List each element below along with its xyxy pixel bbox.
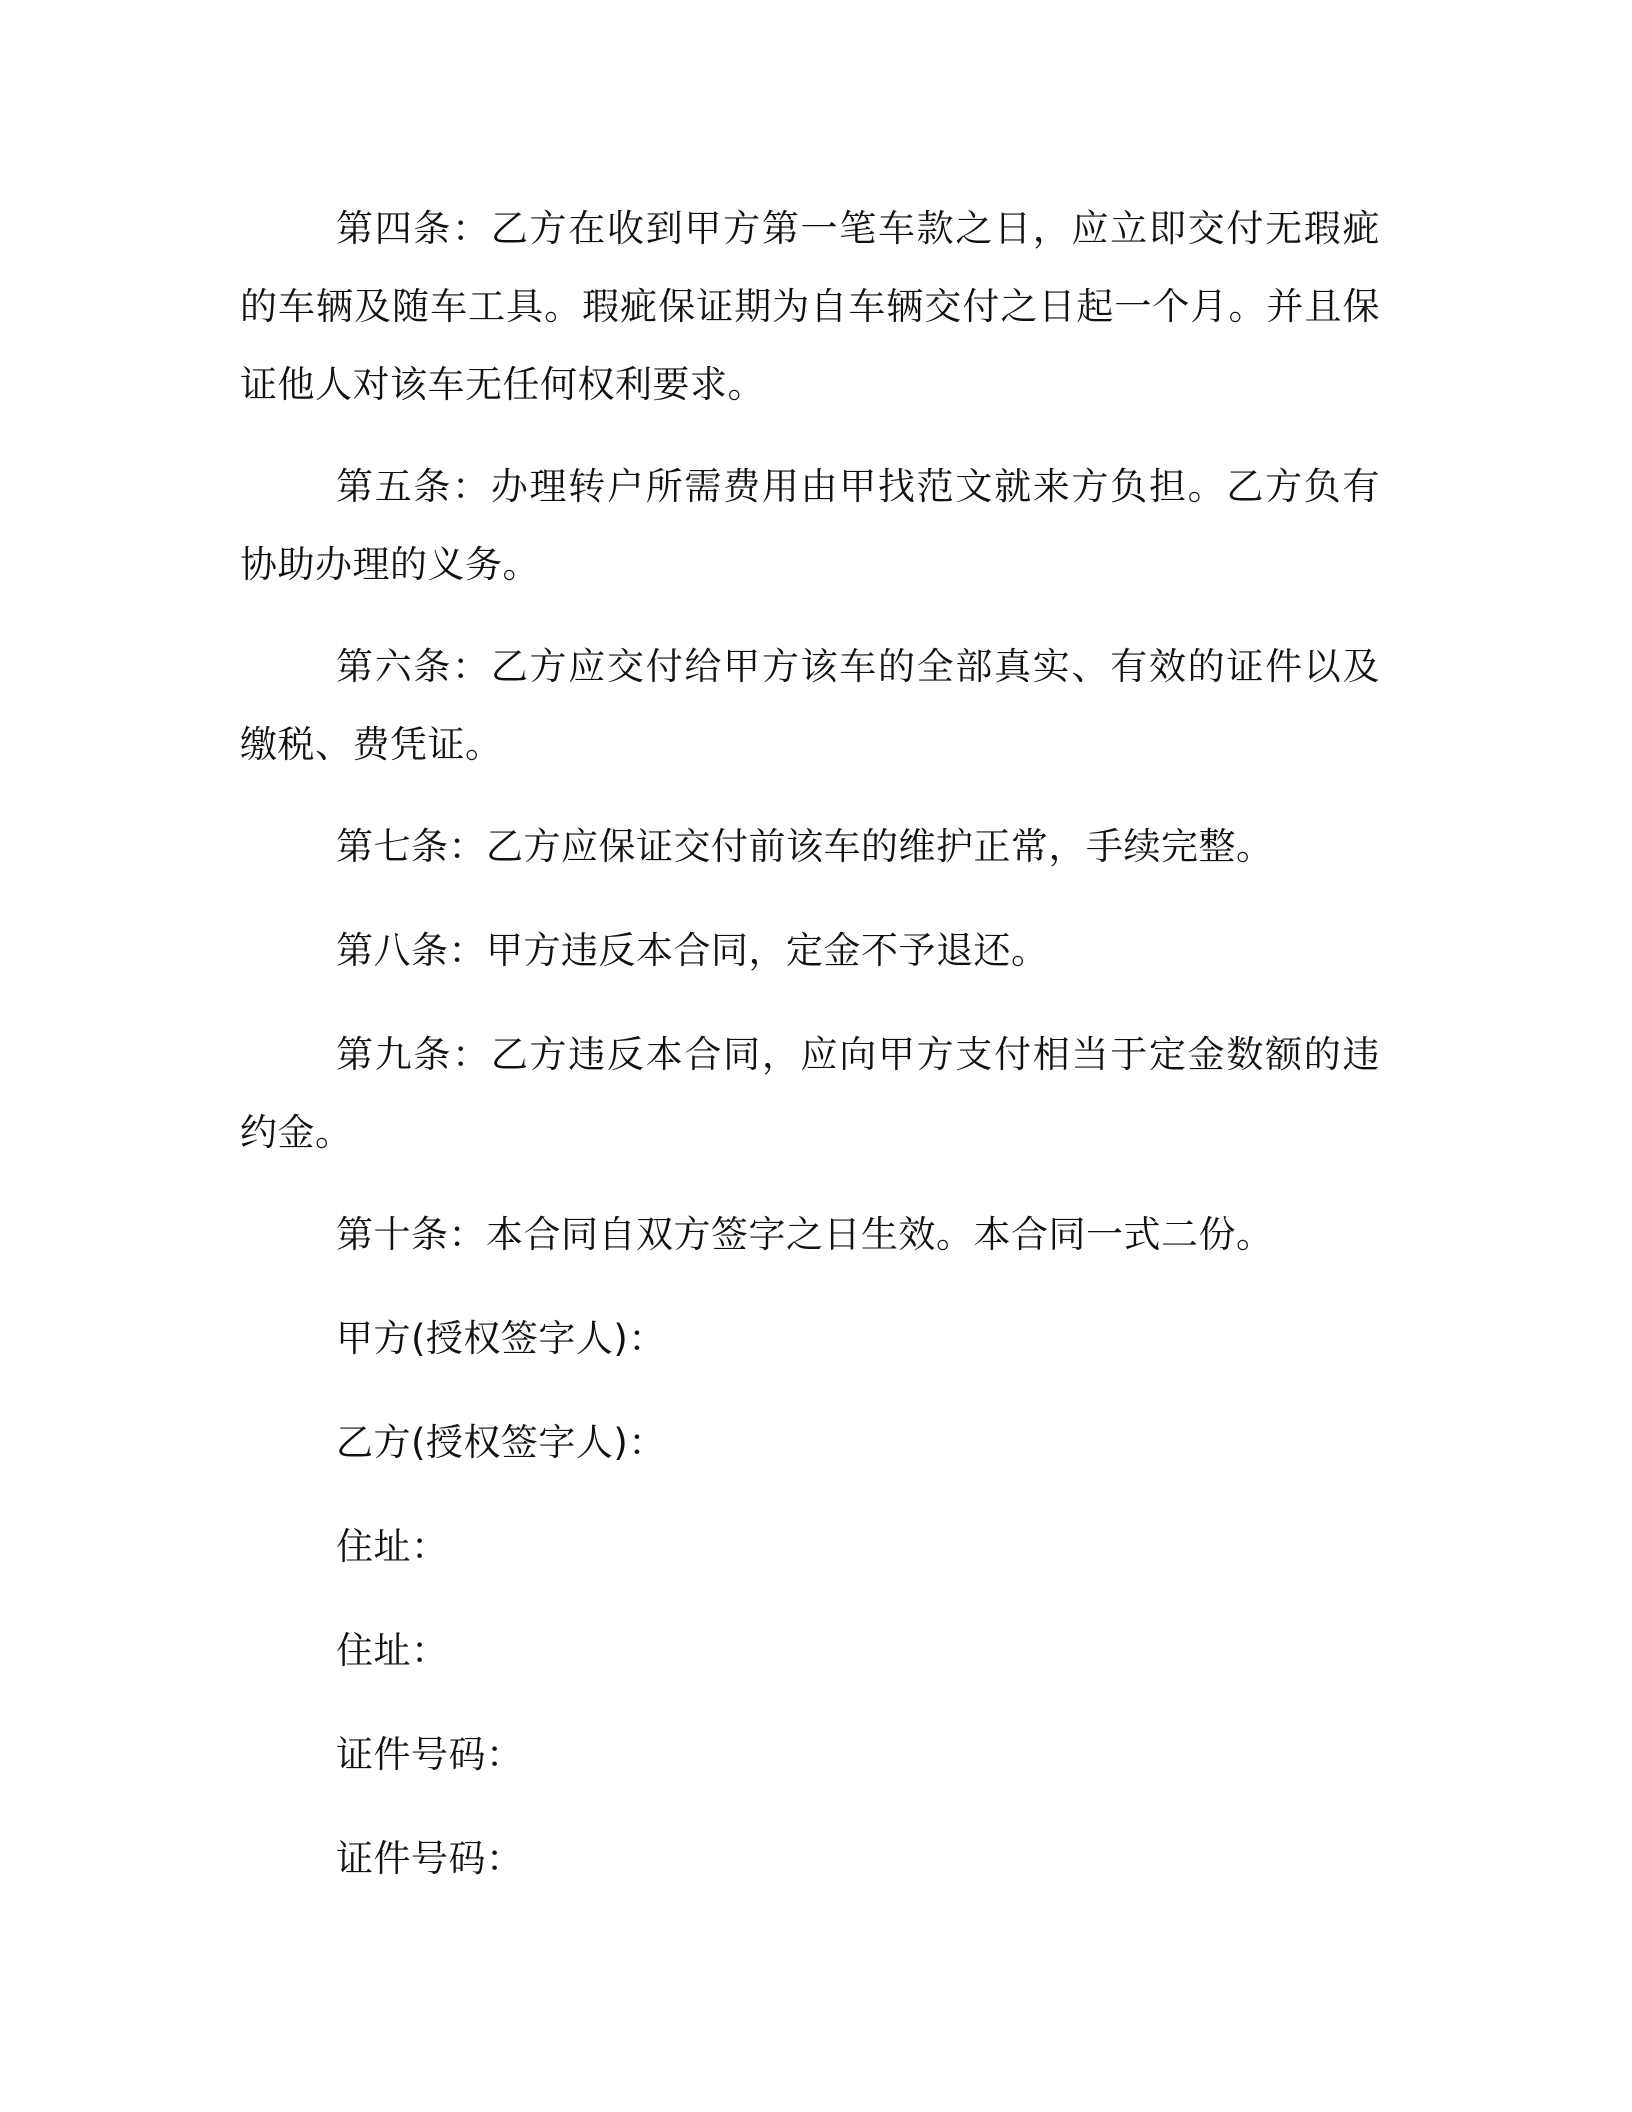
party-a-id-number-field: 证件号码： [336,1733,524,1776]
party-a-address-field: 住址： [336,1525,449,1568]
article-9: 第九条：乙方违反本合同，应向甲方支付相当于定金数额的违约金。 [240,1033,1380,1154]
party-b-address-field: 住址： [336,1629,449,1672]
article-5: 第五条：办理转户所需费用由甲找范文就来方负担。乙方负有协助办理的义务。 [240,465,1380,586]
article-10: 第十条：本合同自双方签字之日生效。本合同一式二份。 [336,1213,1274,1256]
party-a-signatory-field: 甲方(授权签字人)： [336,1317,666,1360]
article-6: 第六条：乙方应交付给甲方该车的全部真实、有效的证件以及缴税、费凭证。 [240,645,1380,766]
article-8: 第八条：甲方违反本合同，定金不予退还。 [336,929,1049,972]
party-b-signatory-field: 乙方(授权签字人)： [336,1421,666,1464]
party-b-id-number-field: 证件号码： [336,1837,524,1880]
document-body [240,190,1380,1924]
article-7: 第七条：乙方应保证交付前该车的维护正常，手续完整。 [336,825,1274,868]
article-4: 第四条：乙方在收到甲方第一笔车款之日，应立即交付无瑕疵的车辆及随车工具。瑕疵保证期为自车辆交付之日起一个月。并且保证他人对该车无任何权利要求。 [240,207,1380,406]
